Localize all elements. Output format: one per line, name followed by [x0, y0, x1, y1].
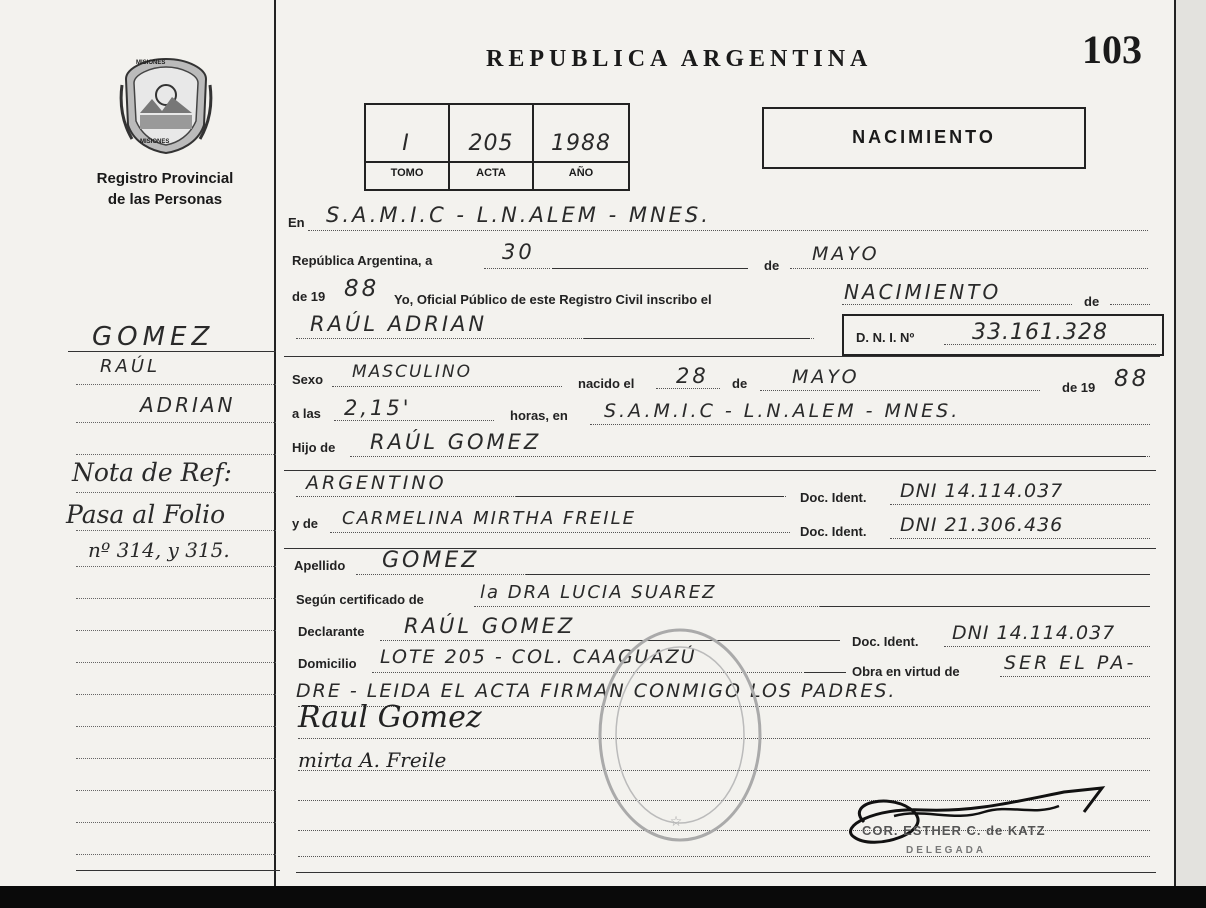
label-nacido-el: nacido el [578, 376, 635, 391]
value-day: 30 [502, 240, 535, 264]
label-domicilio: Domicilio [298, 656, 357, 671]
label-obra: Obra en virtud de [852, 664, 960, 679]
label-de: de [764, 258, 780, 273]
value-reason: SER EL PA- [1004, 652, 1137, 674]
official-title: DELEGADA [906, 845, 987, 856]
seal-bottom-text: MISIONES [140, 139, 170, 145]
label-de2: de [1084, 294, 1100, 309]
label-republica: República Argentina, a [292, 253, 433, 268]
seal-top-text: MISIONES [136, 60, 166, 66]
margin-note-line3: nº 314, y 315. [88, 538, 230, 562]
label-apellido: Apellido [294, 558, 346, 573]
dni-box [842, 314, 1164, 356]
record-type: NACIMIENTO [852, 127, 996, 147]
registry-name-line1: Registro Provincial [96, 170, 234, 187]
label-doc-ident2: Doc. Ident. [800, 524, 867, 539]
value-year: 88 [344, 276, 380, 302]
record-type-box [762, 107, 1086, 169]
country-title: REPUBLICA ARGENTINA [486, 46, 873, 72]
value-nationality: ARGENTINO [306, 472, 447, 494]
anio-label: AÑO [568, 167, 594, 179]
value-address: LOTE 205 - COL. CAAGUAZÚ [380, 646, 697, 668]
value-month: MAYO [812, 243, 880, 265]
margin-note-line1: Nota de Ref: [72, 458, 232, 487]
value-birth-day: 28 [676, 364, 709, 388]
anio-value: 1988 [551, 131, 611, 156]
signature-mother: mirta A. Freile [298, 748, 447, 772]
value-birth-month: MAYO [792, 366, 860, 388]
value-sex: MASCULINO [352, 362, 472, 382]
value-mother: CARMELINA MIRTHA FREILE [342, 508, 636, 529]
tomo-label: TOMO [390, 167, 424, 179]
label-hijo-de: Hijo de [292, 440, 336, 455]
value-birth-place: S.A.M.I.C - L.N.ALEM - MNES. [604, 400, 961, 422]
label-yo-oficial: Yo, Oficial Público de este Registro Civil inscribo el [394, 292, 712, 307]
value-mother-doc: DNI 21.306.436 [900, 514, 1064, 536]
value-declarant: RAÚL GOMEZ [404, 614, 576, 638]
value-birth-year: 88 [1114, 366, 1150, 392]
value-reason-continued: DRE - LEIDA EL ACTA FIRMAN CONMIGO LOS PADRES. [296, 680, 897, 702]
label-doc-ident1: Doc. Ident. [800, 490, 867, 505]
margin-surname-rule [68, 351, 276, 352]
left-margin-rule [274, 0, 276, 886]
margin-name2: ADRIAN [140, 393, 236, 417]
margin-bottom-rule [76, 870, 280, 871]
label-sexo: Sexo [292, 372, 324, 387]
official-name: COR. ESTHER C. de KATZ [862, 823, 1046, 838]
value-certificate: la DRA LUCIA SUAREZ [480, 582, 717, 603]
value-father: RAÚL GOMEZ [370, 430, 542, 454]
label-segun: Según certificado de [296, 592, 424, 607]
value-act: NACIMIENTO [844, 280, 1002, 304]
label-declarante: Declarante [298, 624, 365, 639]
official-round-stamp-icon [596, 626, 764, 844]
label-dni: D. N. I. Nº [856, 330, 915, 345]
label-y-de: y de [292, 516, 319, 531]
signature-father: Raul Gomez [298, 700, 482, 735]
value-declarant-doc: DNI 14.114.037 [952, 622, 1116, 644]
label-en: En [288, 215, 305, 230]
acta-label: ACTA [476, 167, 506, 179]
margin-name1: RAÚL [100, 356, 161, 377]
label-de-19: de 19 [292, 289, 326, 304]
margin-surname: GOMEZ [92, 322, 215, 352]
value-dni: 33.161.328 [972, 320, 1108, 345]
value-hour: 2,15' [344, 396, 412, 420]
value-name: RAÚL ADRIAN [310, 312, 488, 336]
acta-value: 205 [468, 131, 514, 156]
label-de3: de [732, 376, 748, 391]
svg-text:☆: ☆ [669, 814, 683, 830]
label-doc-ident3: Doc. Ident. [852, 634, 919, 649]
label-a-las: a las [292, 406, 321, 421]
bottom-dark-border [0, 886, 1206, 908]
page-edge [1176, 0, 1206, 886]
page-number: 103 [1082, 27, 1142, 72]
label-de-19b: de 19 [1062, 380, 1096, 395]
value-surname: GOMEZ [382, 548, 480, 573]
value-father-doc: DNI 14.114.037 [900, 480, 1064, 502]
value-place: S.A.M.I.C - L.N.ALEM - MNES. [326, 203, 711, 227]
record-number-box [364, 103, 630, 191]
tomo-value: I [402, 131, 412, 156]
registry-name-line2: de las Personas [107, 191, 223, 208]
margin-note-line2: Pasa al Folio [66, 500, 226, 529]
label-horas-en: horas, en [510, 408, 568, 423]
